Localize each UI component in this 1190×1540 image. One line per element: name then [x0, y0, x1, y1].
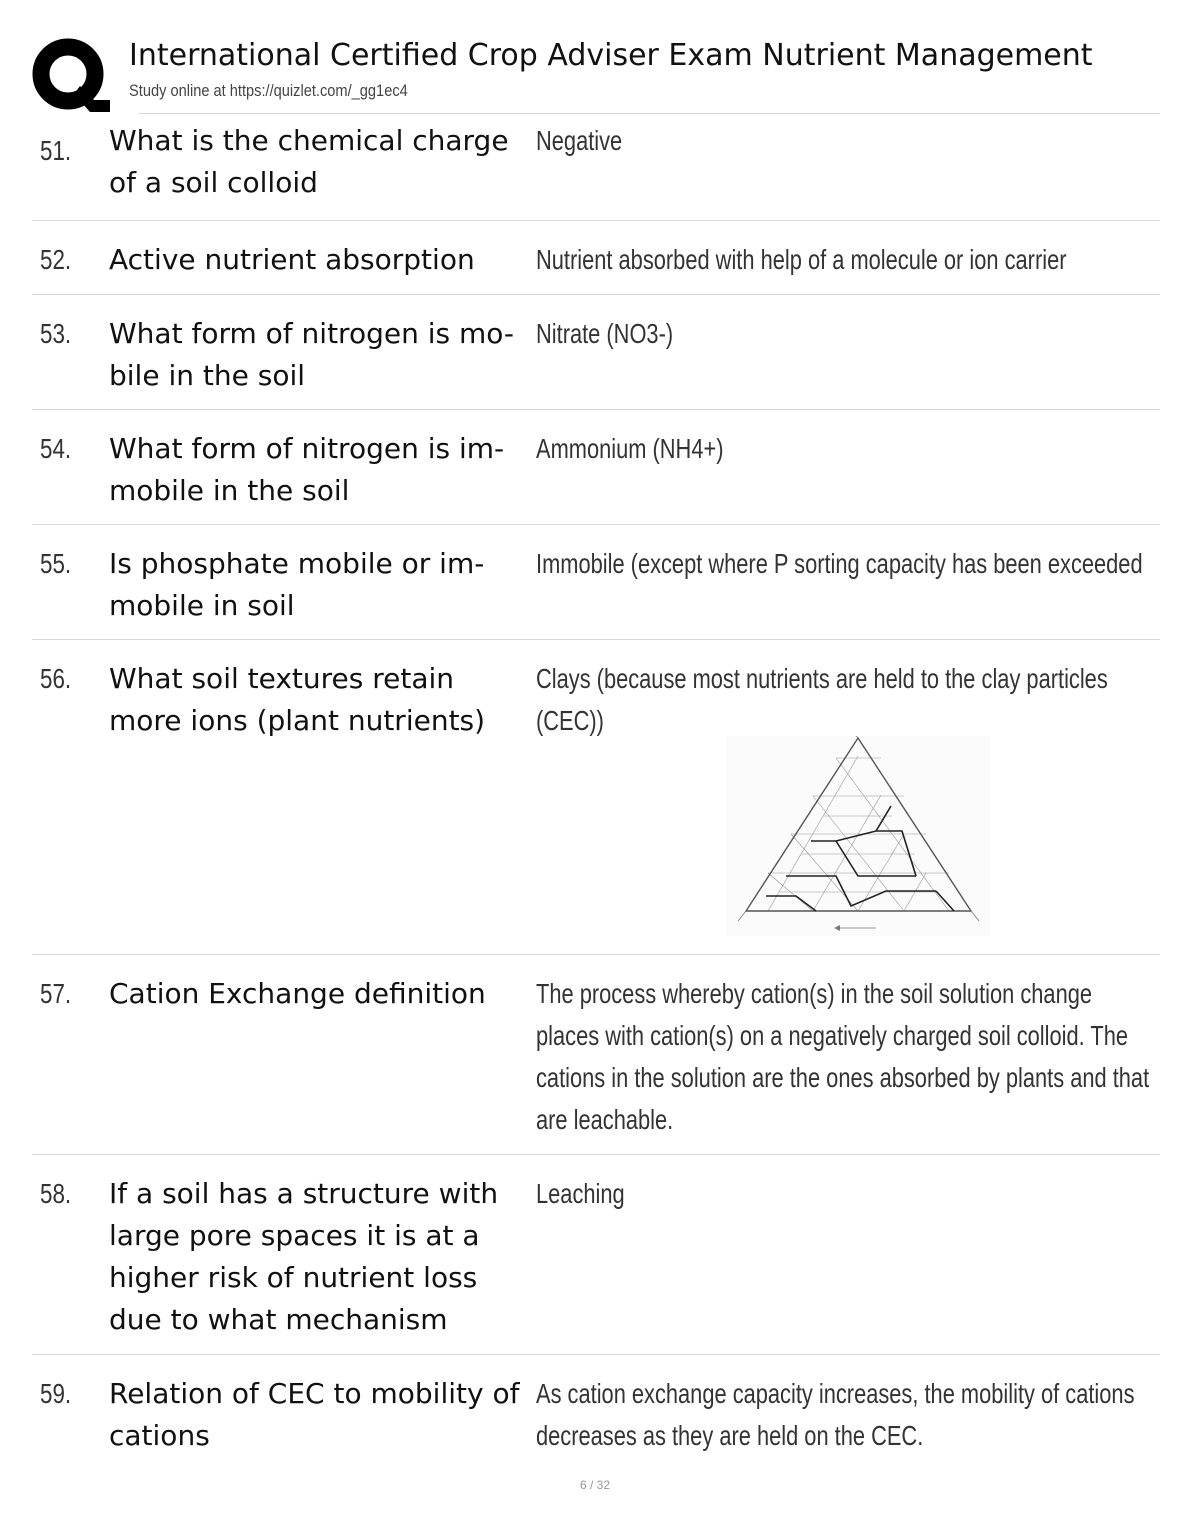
flashcard-55: [32, 525, 1160, 640]
card-term: What form of nitrogen is im-mobile in the soil: [109, 432, 505, 507]
card-term: Relation of CEC to mobility of cations: [109, 1377, 520, 1452]
card-term: Active nutrient absorption: [109, 243, 475, 276]
card-term: What form of nitrogen is mo-bile in the soil: [109, 317, 515, 392]
card-definition: As cation exchange capacity increases, the mobility of cations decreases as they are held on the CEC.: [536, 1378, 1135, 1451]
header-divider: [139, 113, 1160, 114]
flashcard-list: [32, 116, 1160, 1465]
card-definition: Clays (because most nutrients are held to the clay particles (CEC)): [536, 663, 1108, 736]
flashcard-51: [32, 116, 1160, 221]
card-number: 54.: [40, 433, 72, 464]
flashcard-54: [32, 410, 1160, 525]
card-term: What soil textures retain more ions (plant nutrients): [109, 662, 486, 737]
study-online-link[interactable]: Study online at https://quizlet.com/_gg1ec4: [129, 81, 408, 100]
card-definition: Nitrate (NO3-): [536, 318, 674, 349]
card-number: 57.: [40, 978, 72, 1009]
card-number: 58.: [40, 1178, 72, 1209]
card-number: 52.: [40, 244, 72, 275]
flashcard-52: [32, 221, 1160, 295]
card-definition: The process whereby cation(s) in the soil solution change places with cation(s) on a negatively charged soil colloid. The cations in the solution are the ones absorbed by plants and that are leachable.: [536, 978, 1150, 1135]
page-title: International Certified Crop Adviser Exam Nutrient Management: [129, 38, 1093, 73]
flashcard-57: [32, 955, 1160, 1155]
card-definition: Negative: [536, 125, 623, 156]
card-number: 51.: [40, 135, 72, 166]
card-term: Is phosphate mobile or im-mobile in soil: [109, 547, 485, 622]
card-term: If a soil has a structure with large pore spaces it is at a higher risk of nutrient loss due to what mechanism: [109, 1177, 499, 1336]
page-header: [32, 28, 1160, 114]
quizlet-logo-icon: [32, 36, 110, 114]
card-term: What is the chemical charge of a soil colloid: [109, 124, 509, 199]
page-number: 6 / 32: [579, 1478, 611, 1492]
card-number: 56.: [40, 663, 72, 694]
card-definition: Nutrient absorbed with help of a molecule or ion carrier: [536, 244, 1067, 275]
card-definition: Immobile (except where P sorting capacity has been exceeded: [536, 548, 1143, 579]
card-number: 53.: [40, 318, 72, 349]
soil-texture-triangle-image: [726, 736, 990, 936]
flashcard-58: [32, 1155, 1160, 1355]
flashcard-59: [32, 1355, 1160, 1465]
card-definition: Ammonium (NH4+): [536, 433, 724, 464]
card-number: 59.: [40, 1378, 72, 1409]
card-definition: Leaching: [536, 1178, 625, 1209]
flashcard-53: [32, 295, 1160, 410]
flashcard-56: [32, 640, 1160, 955]
card-number: 55.: [40, 548, 72, 579]
card-term: Cation Exchange definition: [109, 977, 486, 1010]
